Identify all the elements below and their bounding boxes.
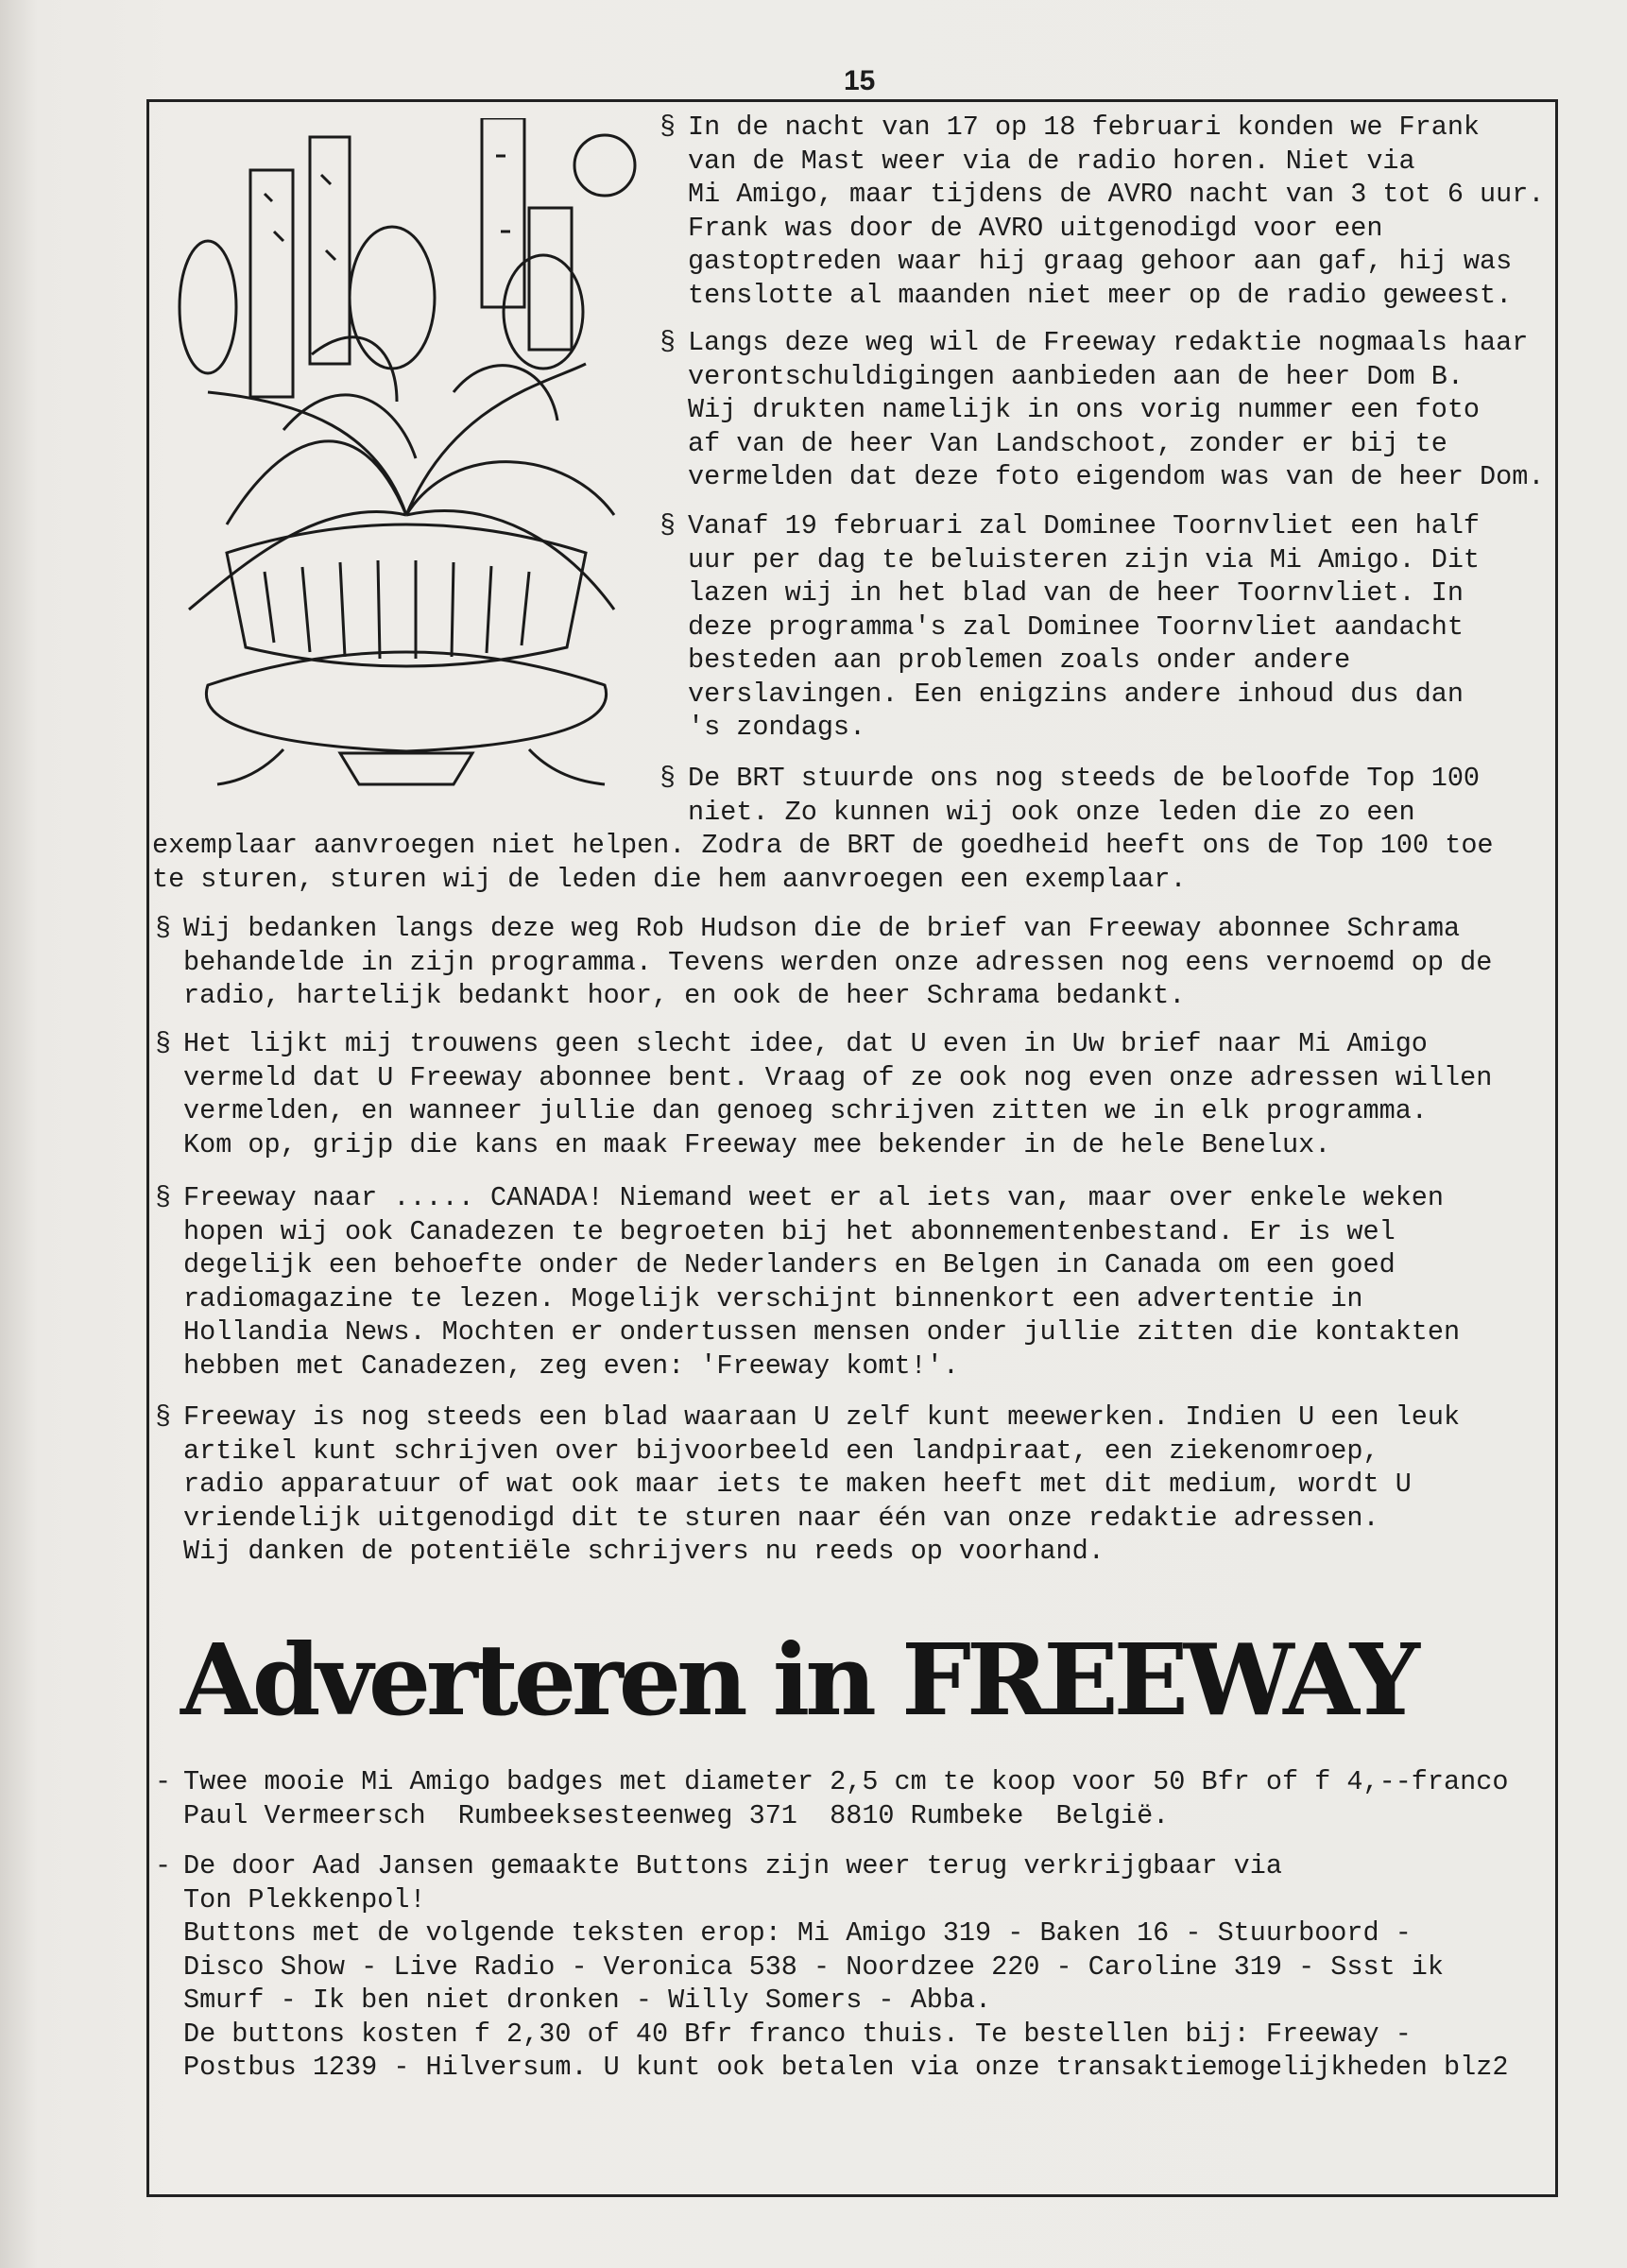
paragraph-2 <box>659 326 1545 494</box>
text-line: tenslotte al maanden niet meer op de radio geweest. <box>688 279 1513 311</box>
text-line: De buttons kosten f 2,30 of 40 Bfr franco thuis. Te bestellen bij: Freeway - <box>183 2018 1412 2050</box>
text-line: Langs deze weg wil de Freeway redaktie nogmaals haar <box>688 327 1529 358</box>
text-line: In de nacht van 17 op 18 februari konden we Frank <box>688 112 1481 143</box>
section-mark: § <box>155 913 172 944</box>
section-mark: § <box>659 327 676 358</box>
text-line: Ton Plekkenpol! <box>183 1883 426 1916</box>
text-line: lazen wij in het blad van de heer Toornvliet. In <box>688 577 1464 609</box>
text-line: 's zondags. <box>688 712 866 743</box>
flower-vase-illustration <box>170 118 642 799</box>
paragraph-7 <box>155 1181 1461 1383</box>
letter-board <box>529 208 572 350</box>
letter-board <box>250 170 293 397</box>
paragraph-1 <box>659 111 1545 312</box>
letter-board <box>482 118 524 307</box>
text-line: artikel kunt schrijven over bijvoorbeeld een landpiraat, een ziekenomroep, <box>183 1435 1379 1467</box>
ad-item-buttons <box>155 1849 1509 2085</box>
ads-heading: Adverteren in FREEWAY <box>180 1622 1415 1738</box>
text-line: Vanaf 19 februari zal Dominee Toornvliet een half <box>688 510 1481 541</box>
section-mark: § <box>155 1401 172 1433</box>
text-line: deze programma's zal Dominee Toornvliet aandacht <box>688 610 1464 643</box>
section-mark: § <box>659 112 676 143</box>
text-line: te sturen, sturen wij de leden die hem aanvroegen een exemplaar. <box>152 863 1187 895</box>
text-line: Het lijkt mij trouwens geen slecht idee, dat U even in Uw brief naar Mi Amigo <box>183 1028 1428 1059</box>
paragraph-4 <box>659 762 1481 829</box>
text-line: Twee mooie Mi Amigo badges met diameter 2,5 cm te koop voor 50 Bfr of f 4,--franco <box>183 1766 1509 1797</box>
text-line: af van de heer Van Landschoot, zonder er bij te <box>688 427 1447 459</box>
text-line: Wij danken de potentiële schrijvers nu reeds op voorhand. <box>183 1536 1105 1567</box>
paragraph-5 <box>155 912 1493 1013</box>
text-line: Paul Vermeersch Rumbeeksesteenweg 371 8810 Rumbeke België. <box>183 1799 1170 1831</box>
dash-mark: - <box>155 1850 172 1881</box>
text-line: hebben met Canadezen, zeg even: 'Freeway komt!'. <box>183 1349 959 1382</box>
section-mark: § <box>155 1182 172 1213</box>
text-line: van de Mast weer via de radio horen. Niet via <box>688 145 1415 177</box>
paragraph-6 <box>155 1027 1493 1161</box>
text-line: verontschuldigingen aanbieden aan de heer Dom B. <box>688 360 1464 392</box>
text-line: niet. Zo kunnen wij ook onze leden die zo een <box>688 796 1415 828</box>
text-line: vriendelijk uitgenodigd dit te sturen naar één van onze redaktie adressen. <box>183 1502 1379 1534</box>
text-line: radio, hartelijk bedankt hoor, en ook de heer Schrama bedankt. <box>183 980 1186 1011</box>
letter-board <box>310 137 350 364</box>
text-line: Freeway naar ..... CANADA! Niemand weet er al iets van, maar over enkele weken <box>183 1182 1445 1213</box>
text-line: De door Aad Jansen gemaakte Buttons zijn weer terug verkrijgbaar via <box>183 1850 1282 1881</box>
flower-icon <box>574 135 635 196</box>
text-line: gastoptreden waar hij graag gehoor aan gaf, hij was <box>688 246 1513 277</box>
ad-item-badges <box>155 1765 1509 1832</box>
text-line: De BRT stuurde ons nog steeds de beloofde Top 100 <box>688 763 1481 794</box>
text-line: verslavingen. Een enigzins andere inhoud dus dan <box>688 678 1464 710</box>
text-line: Frank was door de AVRO uitgenodigd voor een <box>688 212 1383 244</box>
section-mark: § <box>659 510 676 541</box>
paragraph-3 <box>659 509 1481 745</box>
paragraph-4-continued <box>152 829 1494 896</box>
paragraph-8 <box>155 1400 1461 1569</box>
text-line: vermelden, en wanneer jullie dan genoeg schrijven zitten we in elk programma. <box>183 1095 1428 1126</box>
text-line: hopen wij ook Canadezen te begroeten bij het abonnementenbestand. Er is wel <box>183 1215 1396 1247</box>
text-line: Disco Show - Live Radio - Veronica 538 - Noordzee 220 - Caroline 319 - Ssst ik <box>183 1950 1445 1983</box>
text-line: exemplaar aanvroegen niet helpen. Zodra de BRT de goedheid heeft ons de Top 100 toe <box>152 830 1494 861</box>
text-line: Wij drukten namelijk in ons vorig nummer een foto <box>688 394 1481 425</box>
text-line: behandelde in zijn programma. Tevens werden onze adressen nog eens vernoemd op de <box>183 946 1493 978</box>
text-line: Freeway is nog steeds een blad waaraan U zelf kunt meewerken. Indien U een leuk <box>183 1401 1461 1433</box>
page-number: 15 <box>844 65 876 96</box>
section-mark: § <box>659 763 676 794</box>
text-line: uur per dag te beluisteren zijn via Mi Amigo. Dit <box>688 543 1481 576</box>
text-line: Kom op, grijp die kans en maak Freeway mee bekender in de hele Benelux. <box>183 1128 1331 1160</box>
text-line: radio apparatuur of wat ook maar iets te maken heeft met dit medium, wordt U <box>183 1469 1412 1500</box>
text-line: radiomagazine te lezen. Mogelijk verschijnt binnenkort een advertentie in <box>183 1282 1363 1314</box>
text-line: vermelden dat deze foto eigendom was van de heer Dom. <box>688 461 1545 492</box>
text-line: besteden aan problemen zoals onder andere <box>688 644 1351 676</box>
text-line: Buttons met de volgende teksten erop: Mi Amigo 319 - Baken 16 - Stuurboord - <box>183 1917 1412 1949</box>
dash-mark: - <box>155 1766 172 1797</box>
text-line: Hollandia News. Mochten er ondertussen mensen onder jullie zitten die kontakten <box>183 1316 1461 1348</box>
section-mark: § <box>155 1028 172 1059</box>
text-line: Postbus 1239 - Hilversum. U kunt ook betalen via onze transaktiemogelijkheden blz2 <box>183 2052 1509 2083</box>
text-line: Smurf - Ik ben niet dronken - Willy Somers - Abba. <box>183 1984 992 2016</box>
text-line: Mi Amigo, maar tijdens de AVRO nacht van 3 tot 6 uur. <box>688 179 1545 210</box>
text-line: Wij bedanken langs deze weg Rob Hudson die de brief van Freeway abonnee Schrama <box>183 913 1461 944</box>
text-line: vermeld dat U Freeway abonnee bent. Vraag of ze ook nog even onze adressen willen <box>183 1061 1493 1093</box>
text-line: degelijk een behoefte onder de Nederlanders en Belgen in Canada om een goed <box>183 1249 1396 1280</box>
